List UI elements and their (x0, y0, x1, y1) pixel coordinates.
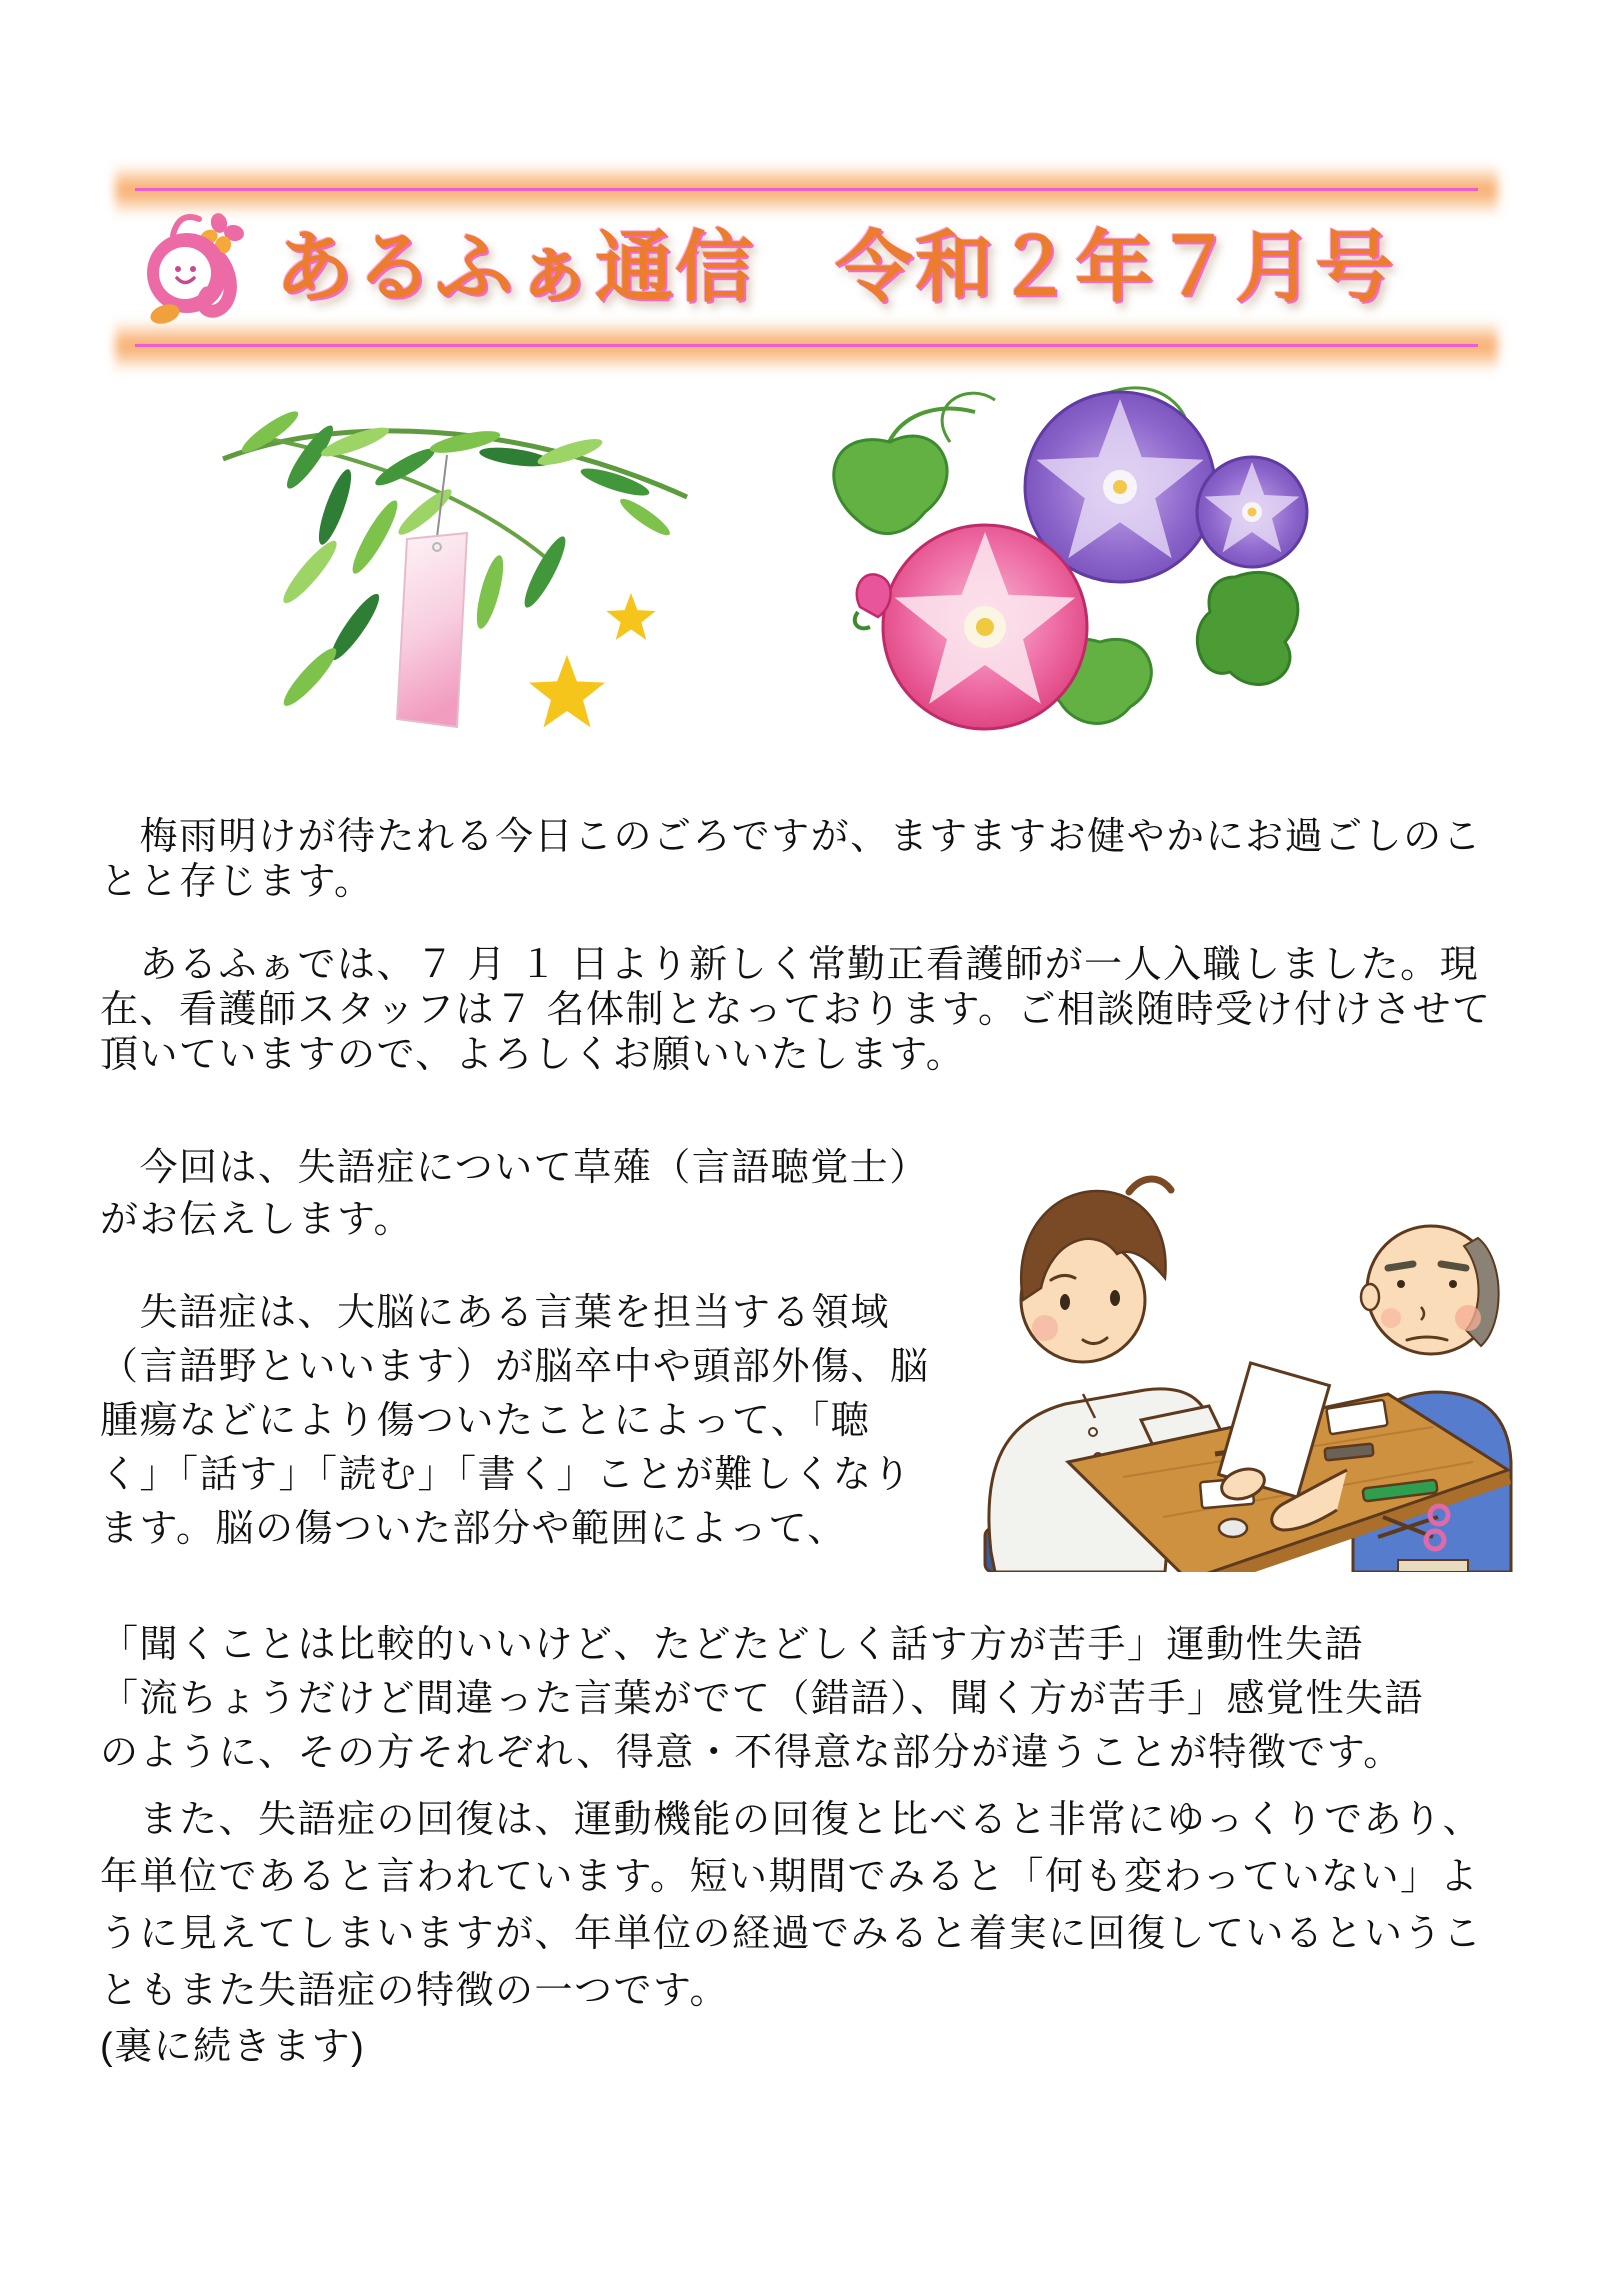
aphasia-text-column (100, 1142, 933, 1572)
tanzaku-paper (397, 533, 467, 727)
pink-flower (883, 525, 1087, 729)
text-line: 失語症は、大脳にある言葉を担当する領域 (100, 1292, 891, 1334)
seasonal-images-row (0, 372, 1613, 767)
text-line: とと存じます。 (100, 861, 374, 903)
morning-glory-illustration (790, 372, 1320, 767)
text-line: あるふぁでは、７ 月 １ 日より新しく常勤正看護師が一人入職しました。現 (100, 944, 1480, 986)
paragraph-intro (100, 1142, 933, 1246)
paragraph-recovery (100, 1792, 1513, 2072)
text-line: 「流ちょうだけど間違った言葉がでて（錯語）、聞く方が苦手」感覚性失語 (100, 1678, 1425, 1720)
text-line: 腫瘍などにより傷ついたことによって、「聴 (100, 1400, 871, 1442)
newsletter-header (135, 0, 1478, 366)
text-line: 頂いていますので、よろしくお願いいたします。 (100, 1034, 966, 1076)
line-bar (135, 344, 1478, 347)
header-bottom-line (135, 326, 1478, 366)
header-top-line (135, 170, 1478, 210)
text-line: 今回は、失語症について草薙（言語聴覚士） (100, 1147, 929, 1189)
text-line: うに見えてしまいますが、年単位の経過でみると着実に回復しているというこ (100, 1913, 1483, 1955)
star-small-icon (606, 593, 655, 640)
newsletter-title: あるふぁ通信 令和２年７月号 (275, 224, 1396, 311)
therapy-illustration (933, 1132, 1513, 1572)
text-line: のように、その方それぞれ、得意・不得意な部分が違うことが特徴です。 (100, 1732, 1403, 1774)
text-line: また、失語症の回復は、運動機能の回復と比べると非常にゆっくりであり、 (100, 1799, 1483, 1841)
text-line: ともまた失語症の特徴の一つです。 (100, 1970, 729, 2012)
text-line: く」「話す」「読む」「書く」ことが難しくなり (100, 1454, 913, 1496)
text-line: 年単位であると言われています。短い期間でみると「何も変わっていない」よ (100, 1856, 1480, 1898)
header-row (135, 210, 1478, 326)
text-line: 在、看護師スタッフは７ 名体制となっております。ご相談随時受け付けさせて (100, 989, 1492, 1031)
alpha-mascot-svg (135, 207, 257, 327)
newsletter-body (100, 815, 1513, 2072)
purple-flower-small (1197, 457, 1307, 567)
paragraph-greeting (100, 815, 1513, 905)
paragraph-nurse-news (100, 943, 1513, 1078)
alpha-mascot-icon (135, 207, 257, 327)
tanabata-bamboo-illustration (215, 397, 695, 767)
text-line: 「聞くことは比較的いいけど、たどたどしく話す方が苦手」運動性失語 (100, 1624, 1365, 1666)
paragraph-aphasia-wrapped (100, 1286, 933, 1556)
text-line: がお伝えします。 (100, 1199, 413, 1241)
text-line: （言語野といいます）が脳卒中や頭部外傷、脳 (100, 1346, 930, 1388)
text-line: ます。脳の傷ついた部分や範囲によって、 (100, 1508, 847, 1550)
line-bar (135, 188, 1478, 191)
star-large-icon (529, 655, 605, 727)
paragraph-aphasia-fullwidth (100, 1618, 1513, 1780)
aphasia-section (100, 1142, 1513, 1572)
text-line: 梅雨明けが待たれる今日このごろですが、ますますお健やかにお過ごしのこ (100, 816, 1483, 858)
continued-note: (裏に続きます) (100, 2026, 366, 2068)
therapy-illustration-box (933, 1132, 1513, 1572)
